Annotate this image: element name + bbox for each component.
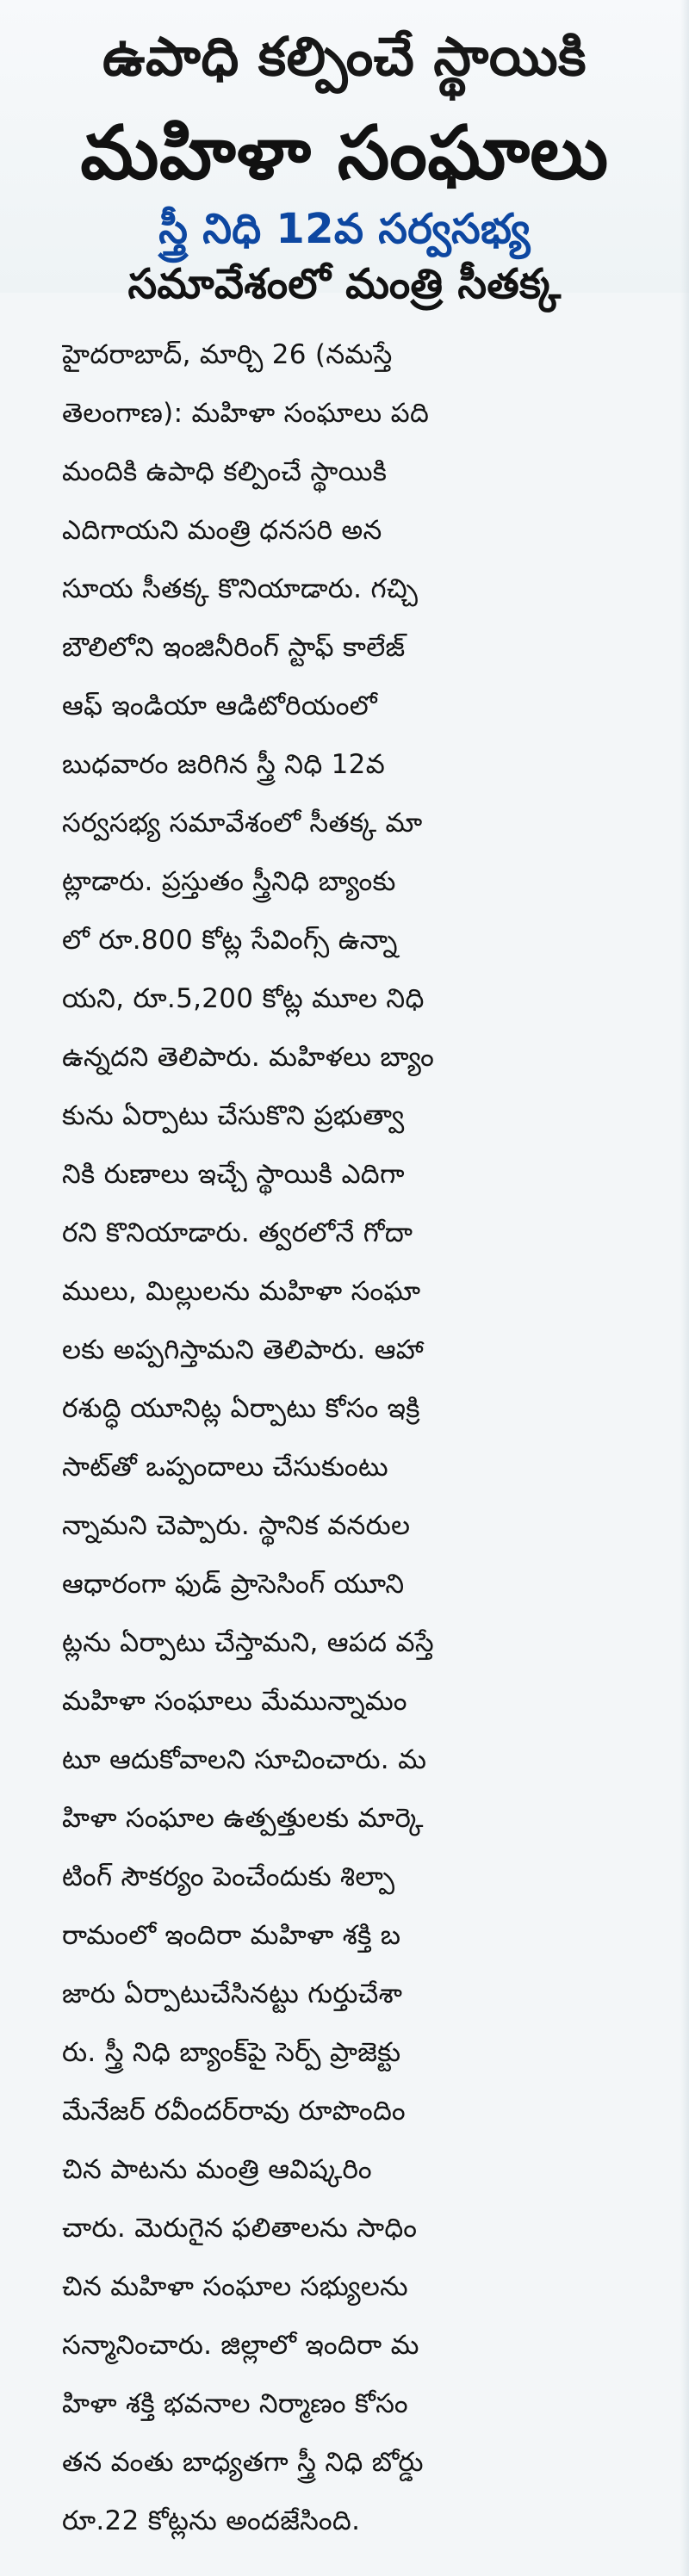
article-body-line: యని, రూ.5,200 కోట్ల మూల నిధి [62,983,425,1014]
article-body-line: తెలంగాణ): మహిళా సంఘాలు పది [62,398,430,429]
article-body-line: హిళా సంఘాల ఉత్పత్తులకు మార్కె [62,1803,424,1834]
article-body-line: ఆధారంగా ఫుడ్ ప్రాసెసింగ్ యూని [62,1569,405,1600]
article-body-line: తన వంతు బాధ్యతగా స్త్రీ నిధి బోర్డు [62,2447,424,2478]
article-body-line: ఎదిగాయని మంత్రి ధనసరి అన [62,515,382,546]
article-body-line: ఆఫ్ ఇండియా ఆడిటోరియంలో [62,690,377,721]
headline-line-1: ఉపాధి కల్పించే స్థాయికి [102,25,587,88]
headline-line-2: మహిళా సంఘాలు [80,110,609,196]
article-body-line: న్నామని చెప్పారు. స్థానిక వనరుల [62,1510,411,1541]
article-body-line: రూ.22 కోట్లను అందజేసింది. [62,2505,361,2536]
article-body-line: మందికి ఉపాధి కల్పించే స్థాయికి [62,456,388,487]
article-body-line: కును ఏర్పాటు చేసుకొని ప్రభుత్వా [62,1100,405,1131]
article-body-line: టూ ఆదుకోవాలని సూచించారు. మ [62,1744,427,1775]
subheadline-line-1: స్త్రీ నిధి 12వ సర్వసభ్య [158,205,531,253]
article-body [62,325,668,2550]
subheadline-line-2: సమావేశంలో మంత్రి సీతక్క [127,260,562,308]
article-body-line: సర్వసభ్య సమావేశంలో సీతక్క మా [62,808,423,839]
article-body-line: రామంలో ఇందిరా మహిళా శక్తి బ [62,1920,401,1951]
article-body-line: సూయ సీతక్క కొనియాడారు. గచ్చి [62,573,419,604]
article-body-line: చిన పాటను మంత్రి ఆవిష్కరిం [62,2154,372,2185]
article-body-line: ట్లాడారు. ప్రస్తుతం స్త్రీనిధి బ్యాంకు [62,866,396,897]
article-body-line: లకు అప్పగిస్తామని తెలిపారు. ఆహా [62,1334,425,1365]
article-body-line: ఉన్నదని తెలిపారు. మహిళలు బ్యాం [62,1042,435,1073]
article-body-line: హిళా శక్తి భవనాల నిర్మాణం కోసం [62,2388,408,2419]
article-body-line: లో రూ.800 కోట్ల సేవింగ్స్ ఉన్నా [62,925,398,956]
article-body-line: రు. స్త్రీ నిధి బ్యాంక్‌పై సెర్ప్ ప్రాజెక్టు [62,2037,401,2068]
article-body-line: జారు ఏర్పాటుచేసినట్టు గుర్తుచేశా [62,1978,403,2009]
article-body-line: బౌలిలోని ఇంజినీరింగ్ స్టాఫ్ కాలేజ్ [62,632,406,663]
article-body-line: రని కొనియాడారు. త్వరలోనే గోదా [62,1217,413,1248]
article-body-line: బుధవారం జరిగిన స్త్రీ నిధి 12వ [62,749,386,780]
article-body-line: చారు. మెరుగైన ఫలితాలను సాధిం [62,2213,418,2244]
paper-edge-shadow [680,0,689,2576]
article-body-line: మహిళా సంఘాలు మేమున్నామం [62,1686,407,1717]
article-body-line: హైదరాబాద్, మార్చి 26 (నమస్తే [62,339,393,370]
article-body-line: సన్మానించారు. జిల్లాలో ఇందిరా మ [62,2330,419,2361]
article-body-line: సాట్‌తో ఒప్పందాలు చేసుకుంటు [62,1452,388,1483]
article-body-line: ములు, మిల్లులను మహిళా సంఘా [62,1276,421,1307]
article-body-line: ట్లను ఏర్పాటు చేస్తామని, ఆపద వస్తే [62,1627,434,1658]
article-body-line: చిన మహిళా సంఘాల సభ్యులను [62,2271,408,2302]
article-body-line: మేనేజర్ రవీందర్‌రావు రూపొందిం [62,2096,406,2127]
article-body-line: టింగ్ సౌకర్యం పెంచేందుకు శిల్పా [62,1861,395,1892]
article-body-line: నికి రుణాలు ఇచ్చే స్థాయికి ఎదిగా [62,1159,405,1190]
article-body-line: రశుద్ధి యూనిట్ల ఏర్పాటు కోసం ఇక్రి [62,1393,420,1424]
